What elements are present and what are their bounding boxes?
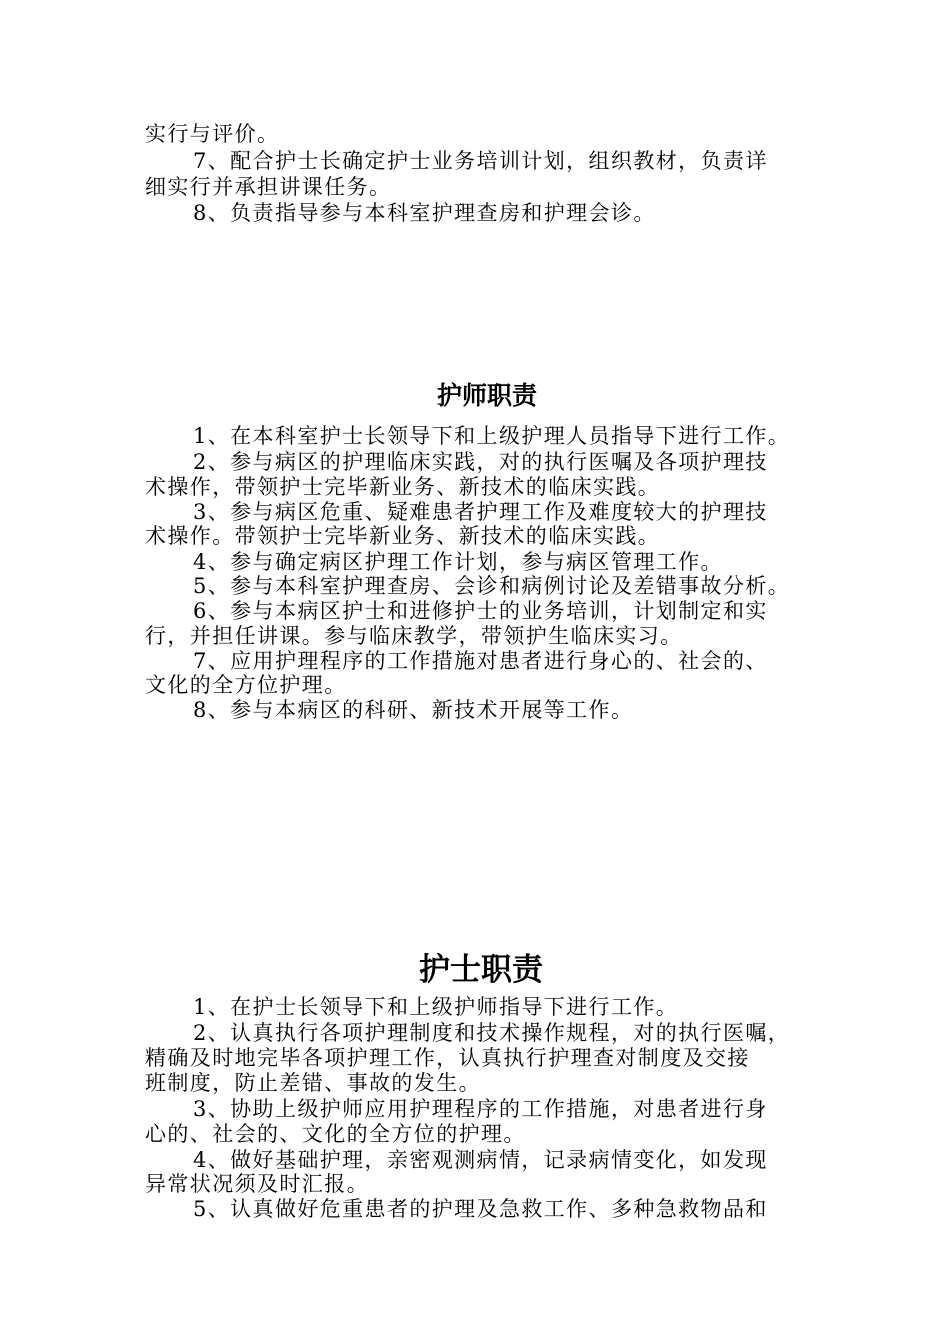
paragraph-line: 异常状况须及时汇报。 <box>145 1172 369 1196</box>
paragraph-line: 7、应用护理程序的工作措施对患者进行身心的、社会的、 <box>193 649 768 673</box>
paragraph-line: 3、协助上级护师应用护理程序的工作措施，对患者进行身 <box>193 1097 768 1121</box>
paragraph-line: 8、参与本病区的科研、新技术开展等工作。 <box>193 698 634 722</box>
paragraph-line: 精确及时地完毕各项护理工作，认真执行护理查对制度及交接 <box>145 1046 750 1070</box>
paragraph-line: 6、参与本病区护士和进修护士的业务培训，计划制定和实 <box>193 599 768 623</box>
paragraph-line: 7、配合护士长确定护士业务培训计划，组织教材，负责详 <box>193 149 768 173</box>
paragraph-line: 5、认真做好危重患者的护理及急救工作、多种急救物品和 <box>193 1197 768 1221</box>
paragraph-line: 1、在本科室护士长领导下和上级护理人员指导下进行工作。 <box>193 424 791 448</box>
paragraph-line: 班制度，防止差错、事故的发生。 <box>145 1071 481 1095</box>
paragraph-line: 3、参与病区危重、疑难患者护理工作及难度较大的护理技 <box>193 500 768 524</box>
paragraph-line: 2、认真执行各项护理制度和技术操作规程，对的执行医嘱， <box>193 1021 791 1045</box>
paragraph-line: 细实行并承担讲课任务。 <box>145 175 392 199</box>
paragraph-line: 术操作。带领护士完毕新业务、新技术的临床实践。 <box>145 524 661 548</box>
section-title-nurse: 护士职责 <box>419 952 543 988</box>
paragraph-line: 2、参与病区的护理临床实践，对的执行医嘱及各项护理技 <box>193 450 768 474</box>
section-title-nurse-practitioner: 护师职责 <box>436 381 537 410</box>
paragraph-line: 术操作，带领护士完毕新业务、新技术的临床实践。 <box>145 475 661 499</box>
paragraph-line: 4、做好基础护理，亲密观测病情，记录病情变化，如发现 <box>193 1148 768 1172</box>
paragraph-line: 1、在护士长领导下和上级护师指导下进行工作。 <box>193 995 679 1019</box>
paragraph-line: 4、参与确定病区护理工作计划，参与病区管理工作。 <box>193 550 723 574</box>
paragraph-line: 行，并担任讲课。参与临床教学，带领护生临床实习。 <box>145 624 683 648</box>
paragraph-line: 5、参与本科室护理查房、会诊和病例讨论及差错事故分析。 <box>193 574 791 598</box>
paragraph-line: 心的、社会的、文化的全方位的护理。 <box>145 1122 526 1146</box>
paragraph-line: 文化的全方位护理。 <box>145 673 347 697</box>
paragraph-line: 实行与评价。 <box>145 122 280 146</box>
paragraph-line: 8、负责指导参与本科室护理查房和护理会诊。 <box>193 201 656 225</box>
